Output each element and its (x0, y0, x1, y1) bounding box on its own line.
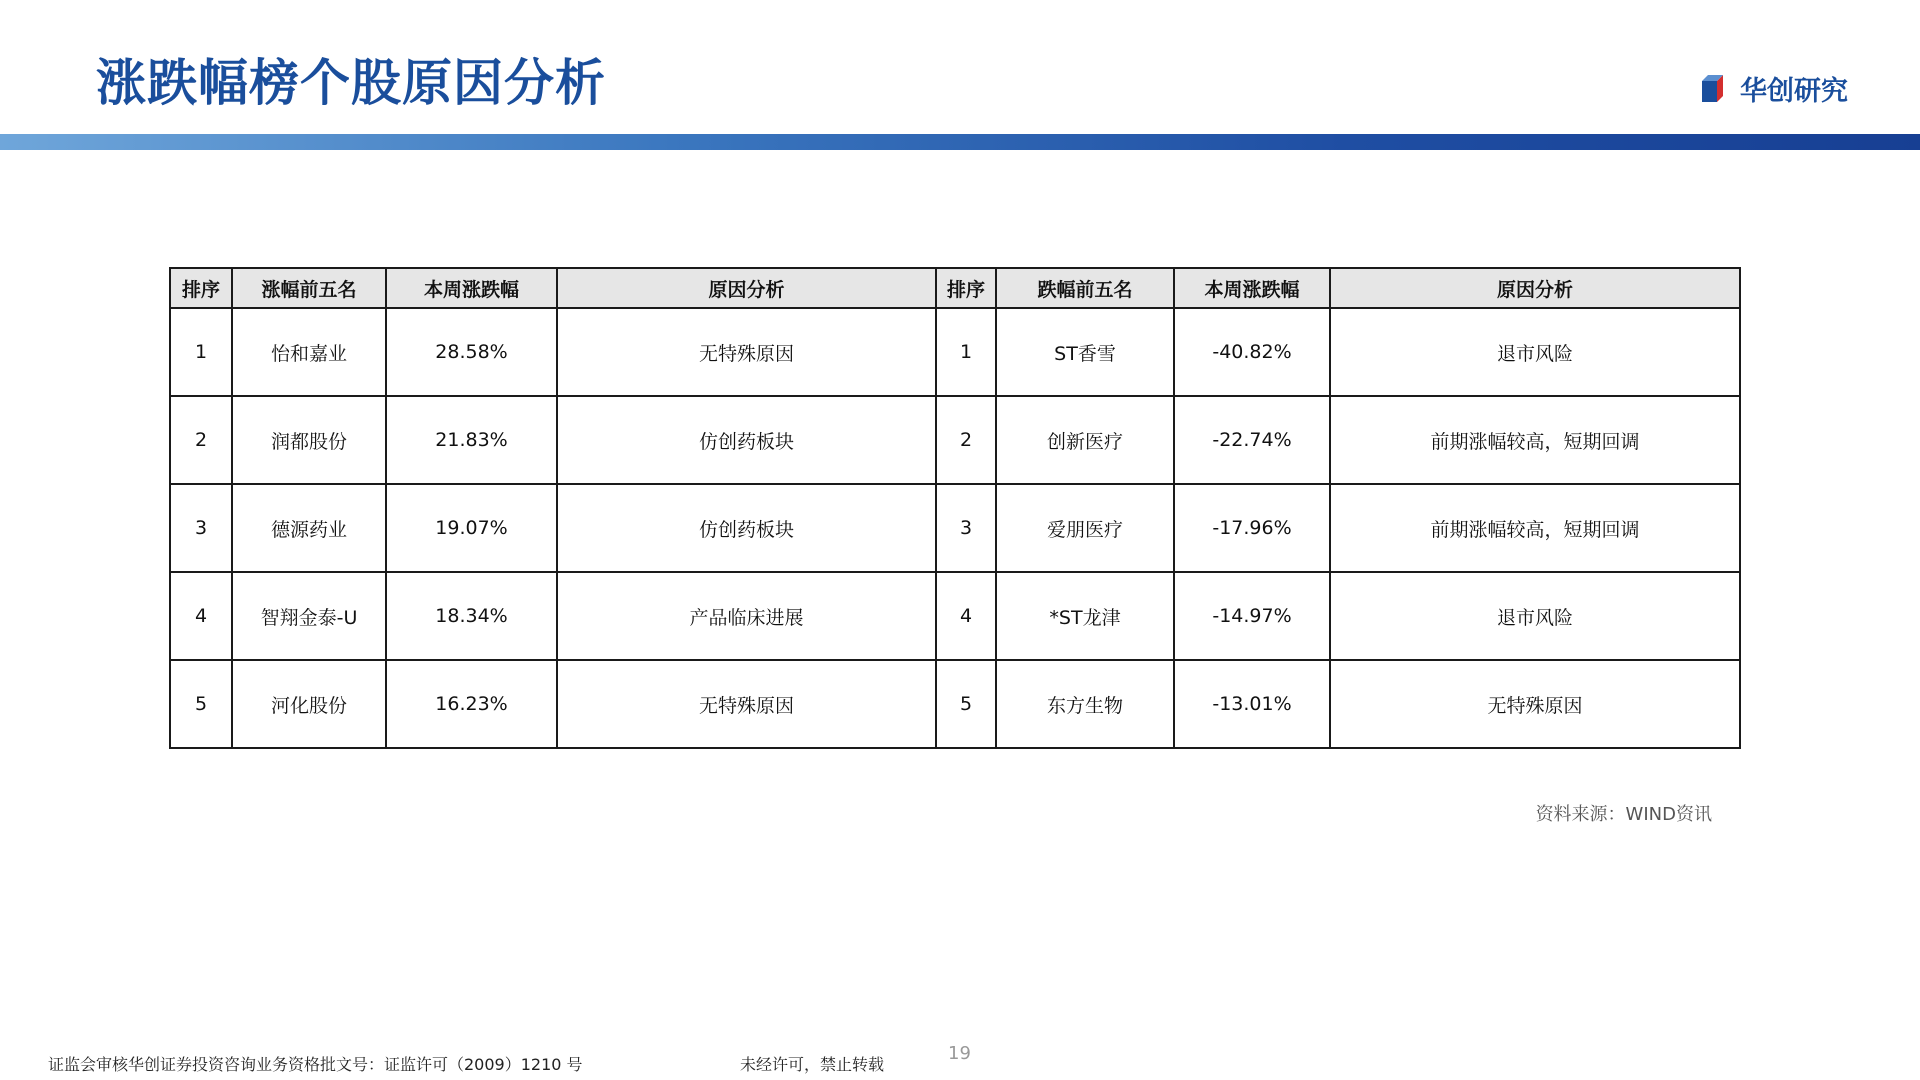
gain-change-cell: 19.07% (386, 484, 557, 572)
gain-reason-cell: 仿创药板块 (557, 484, 936, 572)
loss-change-cell: -13.01% (1174, 660, 1330, 748)
loss-rank-cell: 5 (936, 660, 996, 748)
loss-stock-name-cell: *ST龙津 (996, 572, 1174, 660)
gain-reason-cell: 产品临床进展 (557, 572, 936, 660)
footer-notice: 未经许可，禁止转载 (740, 1055, 885, 1074)
loss-reason-cell: 前期涨幅较高，短期回调 (1330, 396, 1740, 484)
loss-rank-cell: 2 (936, 396, 996, 484)
gain-change-cell: 18.34% (386, 572, 557, 660)
col-header-reason: 原因分析 (1330, 268, 1740, 308)
loss-change-cell: -14.97% (1174, 572, 1330, 660)
gain-stock-name-cell: 润都股份 (232, 396, 386, 484)
gain-stock-name-cell: 河化股份 (232, 660, 386, 748)
table-row (170, 396, 1740, 484)
gain-rank-cell: 3 (170, 484, 232, 572)
gain-rank-cell: 4 (170, 572, 232, 660)
loss-stock-name-cell: 东方生物 (996, 660, 1174, 748)
gain-change-cell: 16.23% (386, 660, 557, 748)
loss-reason-cell: 无特殊原因 (1330, 660, 1740, 748)
gain-stock-name-cell: 智翔金泰-U (232, 572, 386, 660)
col-header-rank: 排序 (170, 268, 232, 308)
gain-reason-cell: 无特殊原因 (557, 308, 936, 396)
loss-rank-cell: 1 (936, 308, 996, 396)
page-title: 涨跌幅榜个股原因分析 (96, 54, 606, 112)
loss-reason-cell: 退市风险 (1330, 572, 1740, 660)
gain-reason-cell: 仿创药板块 (557, 396, 936, 484)
huachuang-logo-icon (1700, 72, 1732, 104)
gain-rank-cell: 1 (170, 308, 232, 396)
footer-license: 证监会审核华创证券投资咨询业务资格批文号：证监许可（2009）1210 号 (48, 1055, 583, 1074)
header-divider-bar (0, 134, 1920, 150)
gain-rank-cell: 2 (170, 396, 232, 484)
table-row (170, 308, 1740, 396)
col-header-top-gainers: 涨幅前五名 (232, 268, 386, 308)
loss-change-cell: -22.74% (1174, 396, 1330, 484)
col-header-reason: 原因分析 (557, 268, 936, 308)
loss-rank-cell: 3 (936, 484, 996, 572)
gain-change-cell: 28.58% (386, 308, 557, 396)
page-number: 19 (948, 1043, 971, 1064)
table-header-row (170, 268, 1740, 308)
loss-rank-cell: 4 (936, 572, 996, 660)
gain-change-cell: 21.83% (386, 396, 557, 484)
loss-reason-cell: 退市风险 (1330, 308, 1740, 396)
gain-stock-name-cell: 德源药业 (232, 484, 386, 572)
table-row (170, 484, 1740, 572)
gain-reason-cell: 无特殊原因 (557, 660, 936, 748)
gain-rank-cell: 5 (170, 660, 232, 748)
loss-change-cell: -40.82% (1174, 308, 1330, 396)
col-header-top-losers: 跌幅前五名 (996, 268, 1174, 308)
brand-logo (1700, 70, 1848, 106)
table-row (170, 572, 1740, 660)
stock-movers-table (169, 267, 1741, 749)
loss-stock-name-cell: 爱朋医疗 (996, 484, 1174, 572)
col-header-weekly-change: 本周涨跌幅 (386, 268, 557, 308)
col-header-rank: 排序 (936, 268, 996, 308)
gain-stock-name-cell: 怡和嘉业 (232, 308, 386, 396)
col-header-weekly-change: 本周涨跌幅 (1174, 268, 1330, 308)
loss-reason-cell: 前期涨幅较高，短期回调 (1330, 484, 1740, 572)
loss-stock-name-cell: ST香雪 (996, 308, 1174, 396)
data-source-note: 资料来源：WIND资讯 (1535, 804, 1712, 825)
logo-text: 华创研究 (1740, 75, 1848, 107)
loss-stock-name-cell: 创新医疗 (996, 396, 1174, 484)
table-row (170, 660, 1740, 748)
loss-change-cell: -17.96% (1174, 484, 1330, 572)
